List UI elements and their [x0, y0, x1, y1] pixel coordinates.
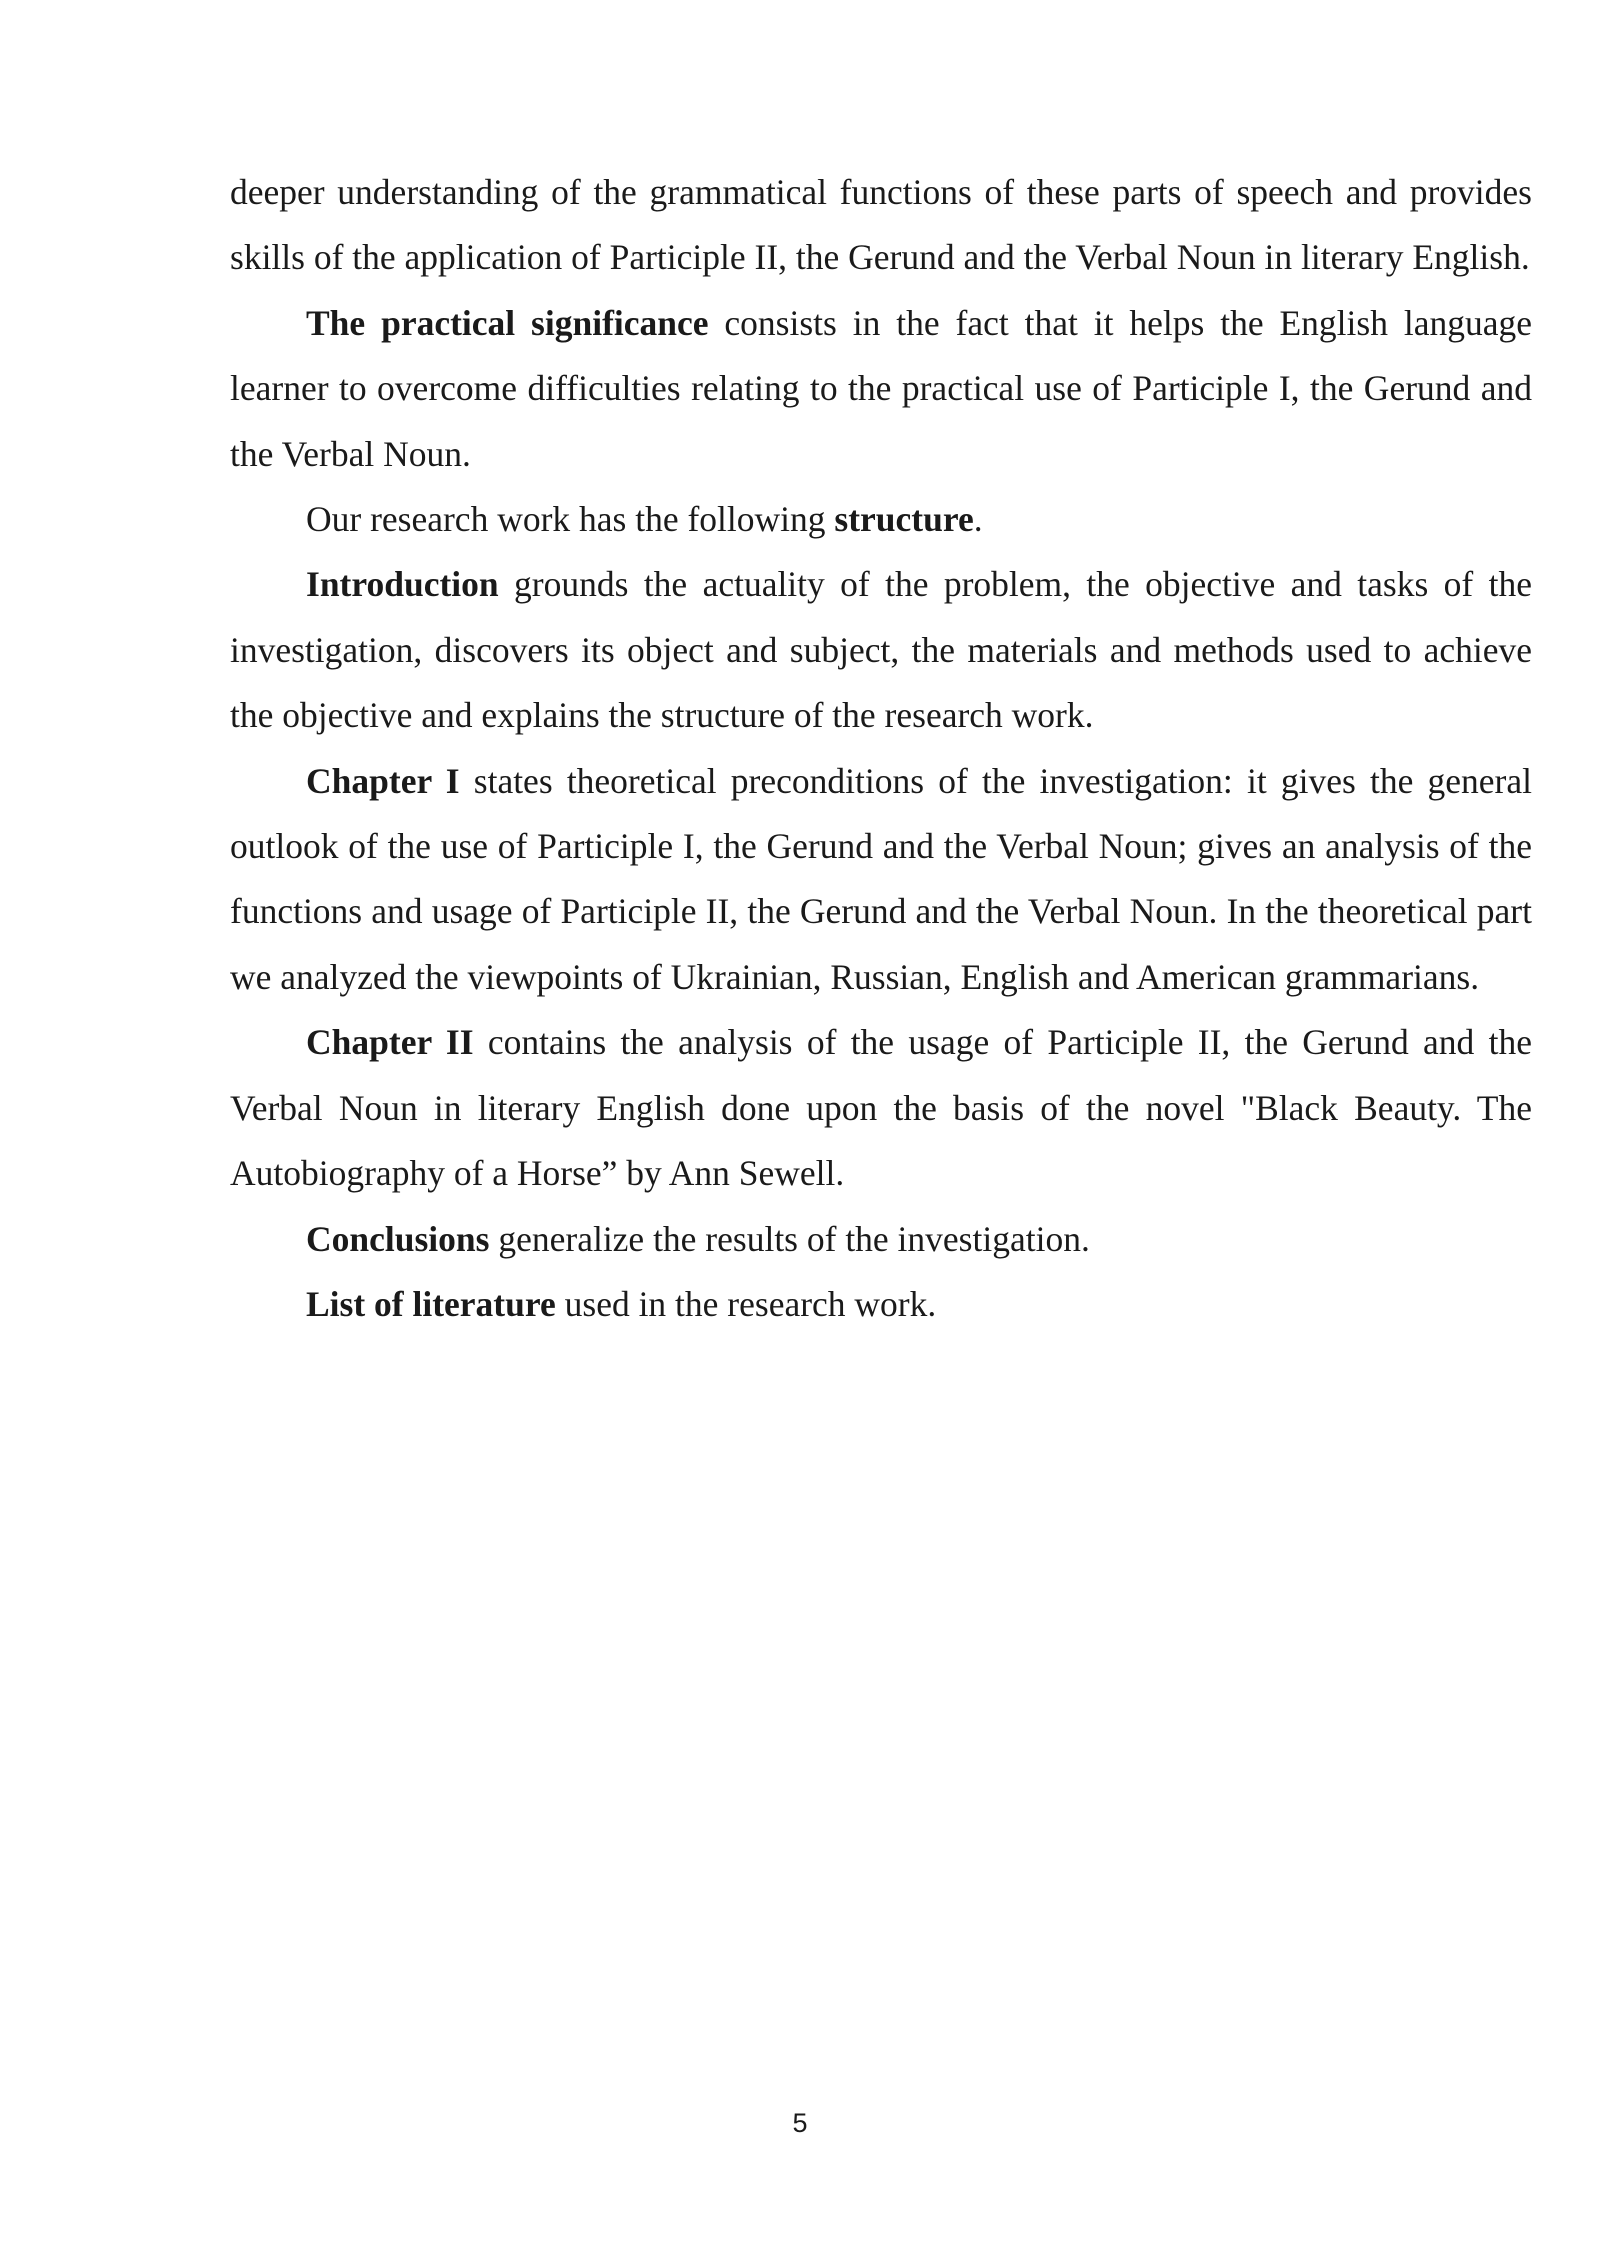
paragraph-text: deeper understanding of the grammatical functions of these parts of speech and provides skills of the application of Participle II, the Gerund and the Verbal Noun in literary English.: [230, 172, 1532, 278]
paragraph-conclusions: [230, 1207, 1532, 1272]
page-number: 5: [792, 2108, 808, 2138]
body-text: [230, 160, 1532, 1337]
paragraph-lead: Introduction: [306, 564, 499, 605]
paragraph-lead: List of literature: [306, 1283, 556, 1324]
paragraph-bold-term: structure: [834, 499, 974, 540]
paragraph-lead: Conclusions: [306, 1218, 490, 1259]
paragraph-text: states theoretical preconditions of the investigation: it gives the general outlook of the use of Participle I, the Gerund and the Verbal Noun; gives an analysis of the functions and usage of Participle II, the Gerund and the Verbal Noun. In the theoretical part we analyzed the viewpoints of Ukrainian, Russian, English and American grammarians.: [230, 760, 1533, 997]
paragraph-practical-significance: [230, 291, 1532, 487]
paragraph-end: .: [973, 499, 983, 540]
paragraph-continuation: [230, 160, 1532, 291]
paragraph-chapter-2: [230, 1010, 1532, 1206]
paragraph-list-of-literature: [230, 1272, 1532, 1337]
paragraph-introduction: [230, 552, 1532, 748]
paragraph-text: grounds the actuality of the problem, the objective and tasks of the investigation, discovers its object and subject, the materials and methods used to achieve the objective and explains the structure of the research work.: [230, 564, 1532, 736]
paragraph-text: Our research work has the following: [306, 499, 835, 540]
paragraph-text: generalize the results of the investigation.: [489, 1218, 1090, 1259]
paragraph-lead: The practical significance: [306, 302, 709, 343]
paragraph-lead: Chapter II: [306, 1022, 474, 1063]
paragraph-lead: Chapter I: [306, 760, 460, 801]
paragraph-text: consists in the fact that it helps the English language learner to overcome difficulties relating to the practical use of Participle I, the Gerund and the Verbal Noun.: [230, 302, 1532, 474]
paragraph-text: contains the analysis of the usage of Participle II, the Gerund and the Verbal Noun in literary English done upon the basis of the novel "Black Beauty. The Autobiography of a Horse” by Ann Sewell.: [230, 1022, 1532, 1194]
paragraph-chapter-1: [230, 749, 1532, 1011]
paragraph-text: used in the research work.: [555, 1283, 937, 1324]
paragraph-structure: [230, 487, 1532, 552]
